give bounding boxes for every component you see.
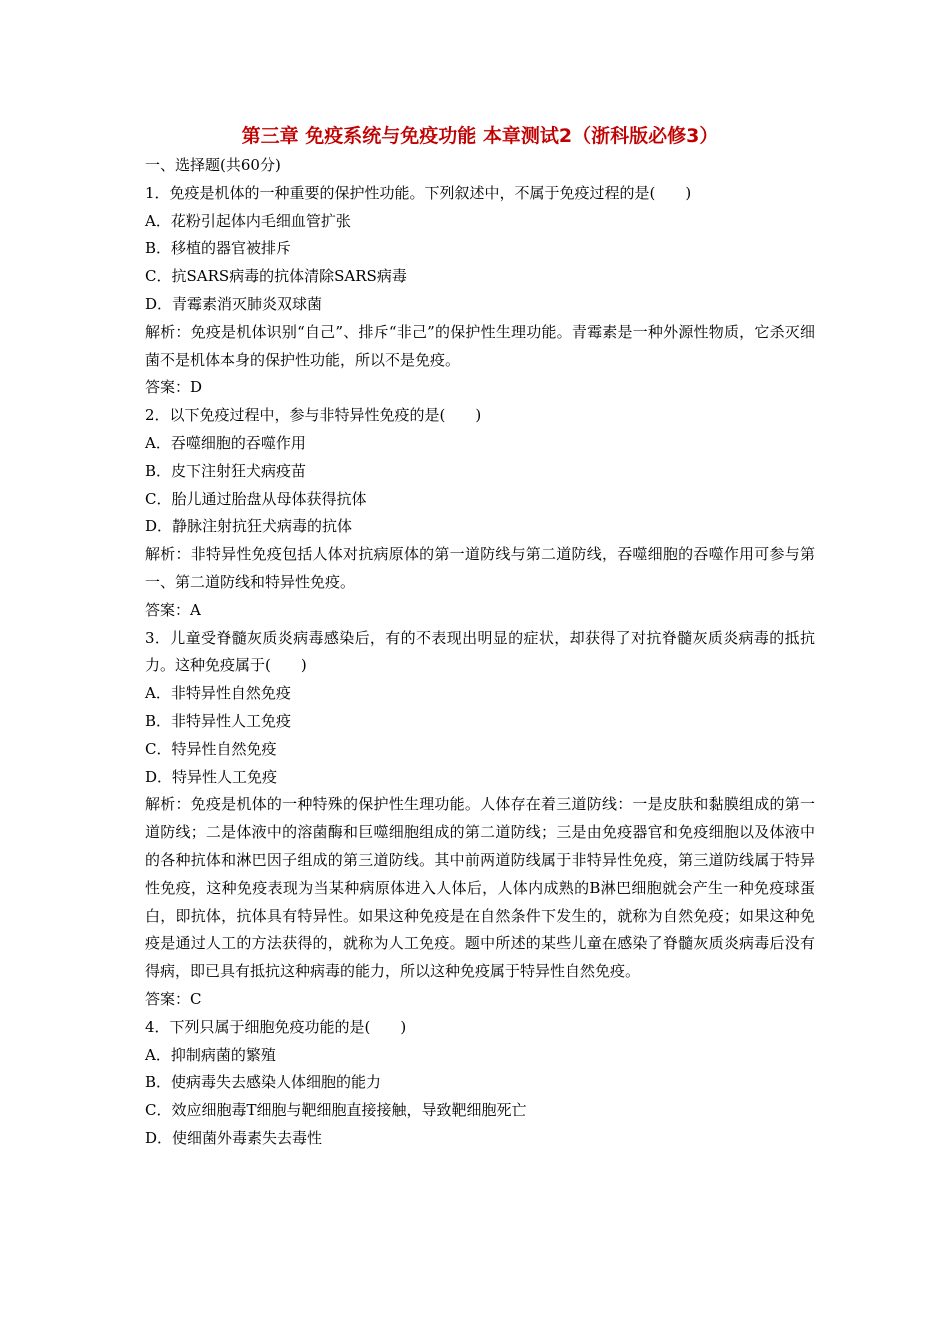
document-title: 第三章 免疫系统与免疫功能 本章测试2（浙科版必修3） <box>241 125 719 147</box>
answer: 答案：A <box>145 600 201 619</box>
question-2 <box>145 402 815 624</box>
answer: 答案：C <box>145 989 202 1008</box>
option-a: A．非特异性自然免疫 <box>145 684 291 703</box>
question-stem: 2．以下免疫过程中，参与非特异性免疫的是( ) <box>145 406 482 425</box>
option-d: D．特异性人工免疫 <box>145 767 278 786</box>
question-4 <box>145 1014 815 1153</box>
option-d: D．青霉素消灭肺炎双球菌 <box>145 294 323 313</box>
question-stem: 1．免疫是机体的一种重要的保护性功能。下列叙述中，不属于免疫过程的是( ) <box>145 183 692 202</box>
option-c: C．效应细胞毒T细胞与靶细胞直接接触，导致靶细胞死亡 <box>145 1101 527 1120</box>
analysis: 解析：免疫是机体的一种特殊的保护性生理功能。人体存在着三道防线：一是皮肤和黏膜组成的第一道防线；二是体液中的溶菌酶和巨噬细胞组成的第二道防线；三是由免疫器官和免疫细胞以及体液中的各种抗体和淋巴因子组成的第三道防线。其中前两道防线属于非特异性免疫，第三道防线属于特异性免疫，这种免疫表现为当某种病原体进入人体后，人体内成熟的B淋巴细胞就会产生一种免疫球蛋白，即抗体，抗体具有特异性。如果这种免疫是在自然条件下发生的，就称为自然免疫；如果这种免疫是通过人工的方法获得的，就称为人工免疫。题中所述的某些儿童在感染了脊髓灰质炎病毒后没有得病，即已具有抵抗这种病毒的能力，所以这种免疫属于特异性自然免疫。 <box>145 795 815 981</box>
option-b: B．移植的器官被排斥 <box>145 239 292 258</box>
option-a: A．花粉引起体内毛细血管扩张 <box>145 211 351 230</box>
option-c: C．特异性自然免疫 <box>145 739 277 758</box>
option-d: D．静脉注射抗狂犬病毒的抗体 <box>145 517 353 536</box>
option-b: B．非特异性人工免疫 <box>145 711 292 730</box>
option-d: D．使细菌外毒素失去毒性 <box>145 1128 323 1147</box>
analysis: 解析：非特异性免疫包括人体对抗病原体的第一道防线与第二道防线，吞噬细胞的吞噬作用可参与第一、第二道防线和特异性免疫。 <box>145 545 815 591</box>
question-stem: 3．儿童受脊髓灰质炎病毒感染后，有的不表现出明显的症状，却获得了对抗脊髓灰质炎病毒的抵抗力。这种免疫属于( ) <box>145 628 815 675</box>
option-a: A．吞噬细胞的吞噬作用 <box>145 433 306 452</box>
answer: 答案：D <box>145 378 203 397</box>
option-c: C．抗SARS病毒的抗体清除SARS病毒 <box>145 267 407 286</box>
question-3 <box>145 625 815 1014</box>
option-a: A．抑制病菌的繁殖 <box>145 1045 276 1064</box>
section-header: 一、选择题(共60分) <box>145 156 281 174</box>
option-c: C．胎儿通过胎盘从母体获得抗体 <box>145 489 367 508</box>
question-stem: 4．下列只属于细胞免疫功能的是( ) <box>145 1017 407 1036</box>
option-b: B．皮下注射狂犬病疫苗 <box>145 461 307 480</box>
question-1 <box>145 180 815 402</box>
option-b: B．使病毒失去感染人体细胞的能力 <box>145 1073 382 1092</box>
analysis: 解析：免疫是机体识别“自己”、排斥“非己”的保护性生理功能。青霉素是一种外源性物质，它杀灭细菌不是机体本身的保护性功能，所以不是免疫。 <box>145 322 815 369</box>
document-page <box>145 120 815 1153</box>
